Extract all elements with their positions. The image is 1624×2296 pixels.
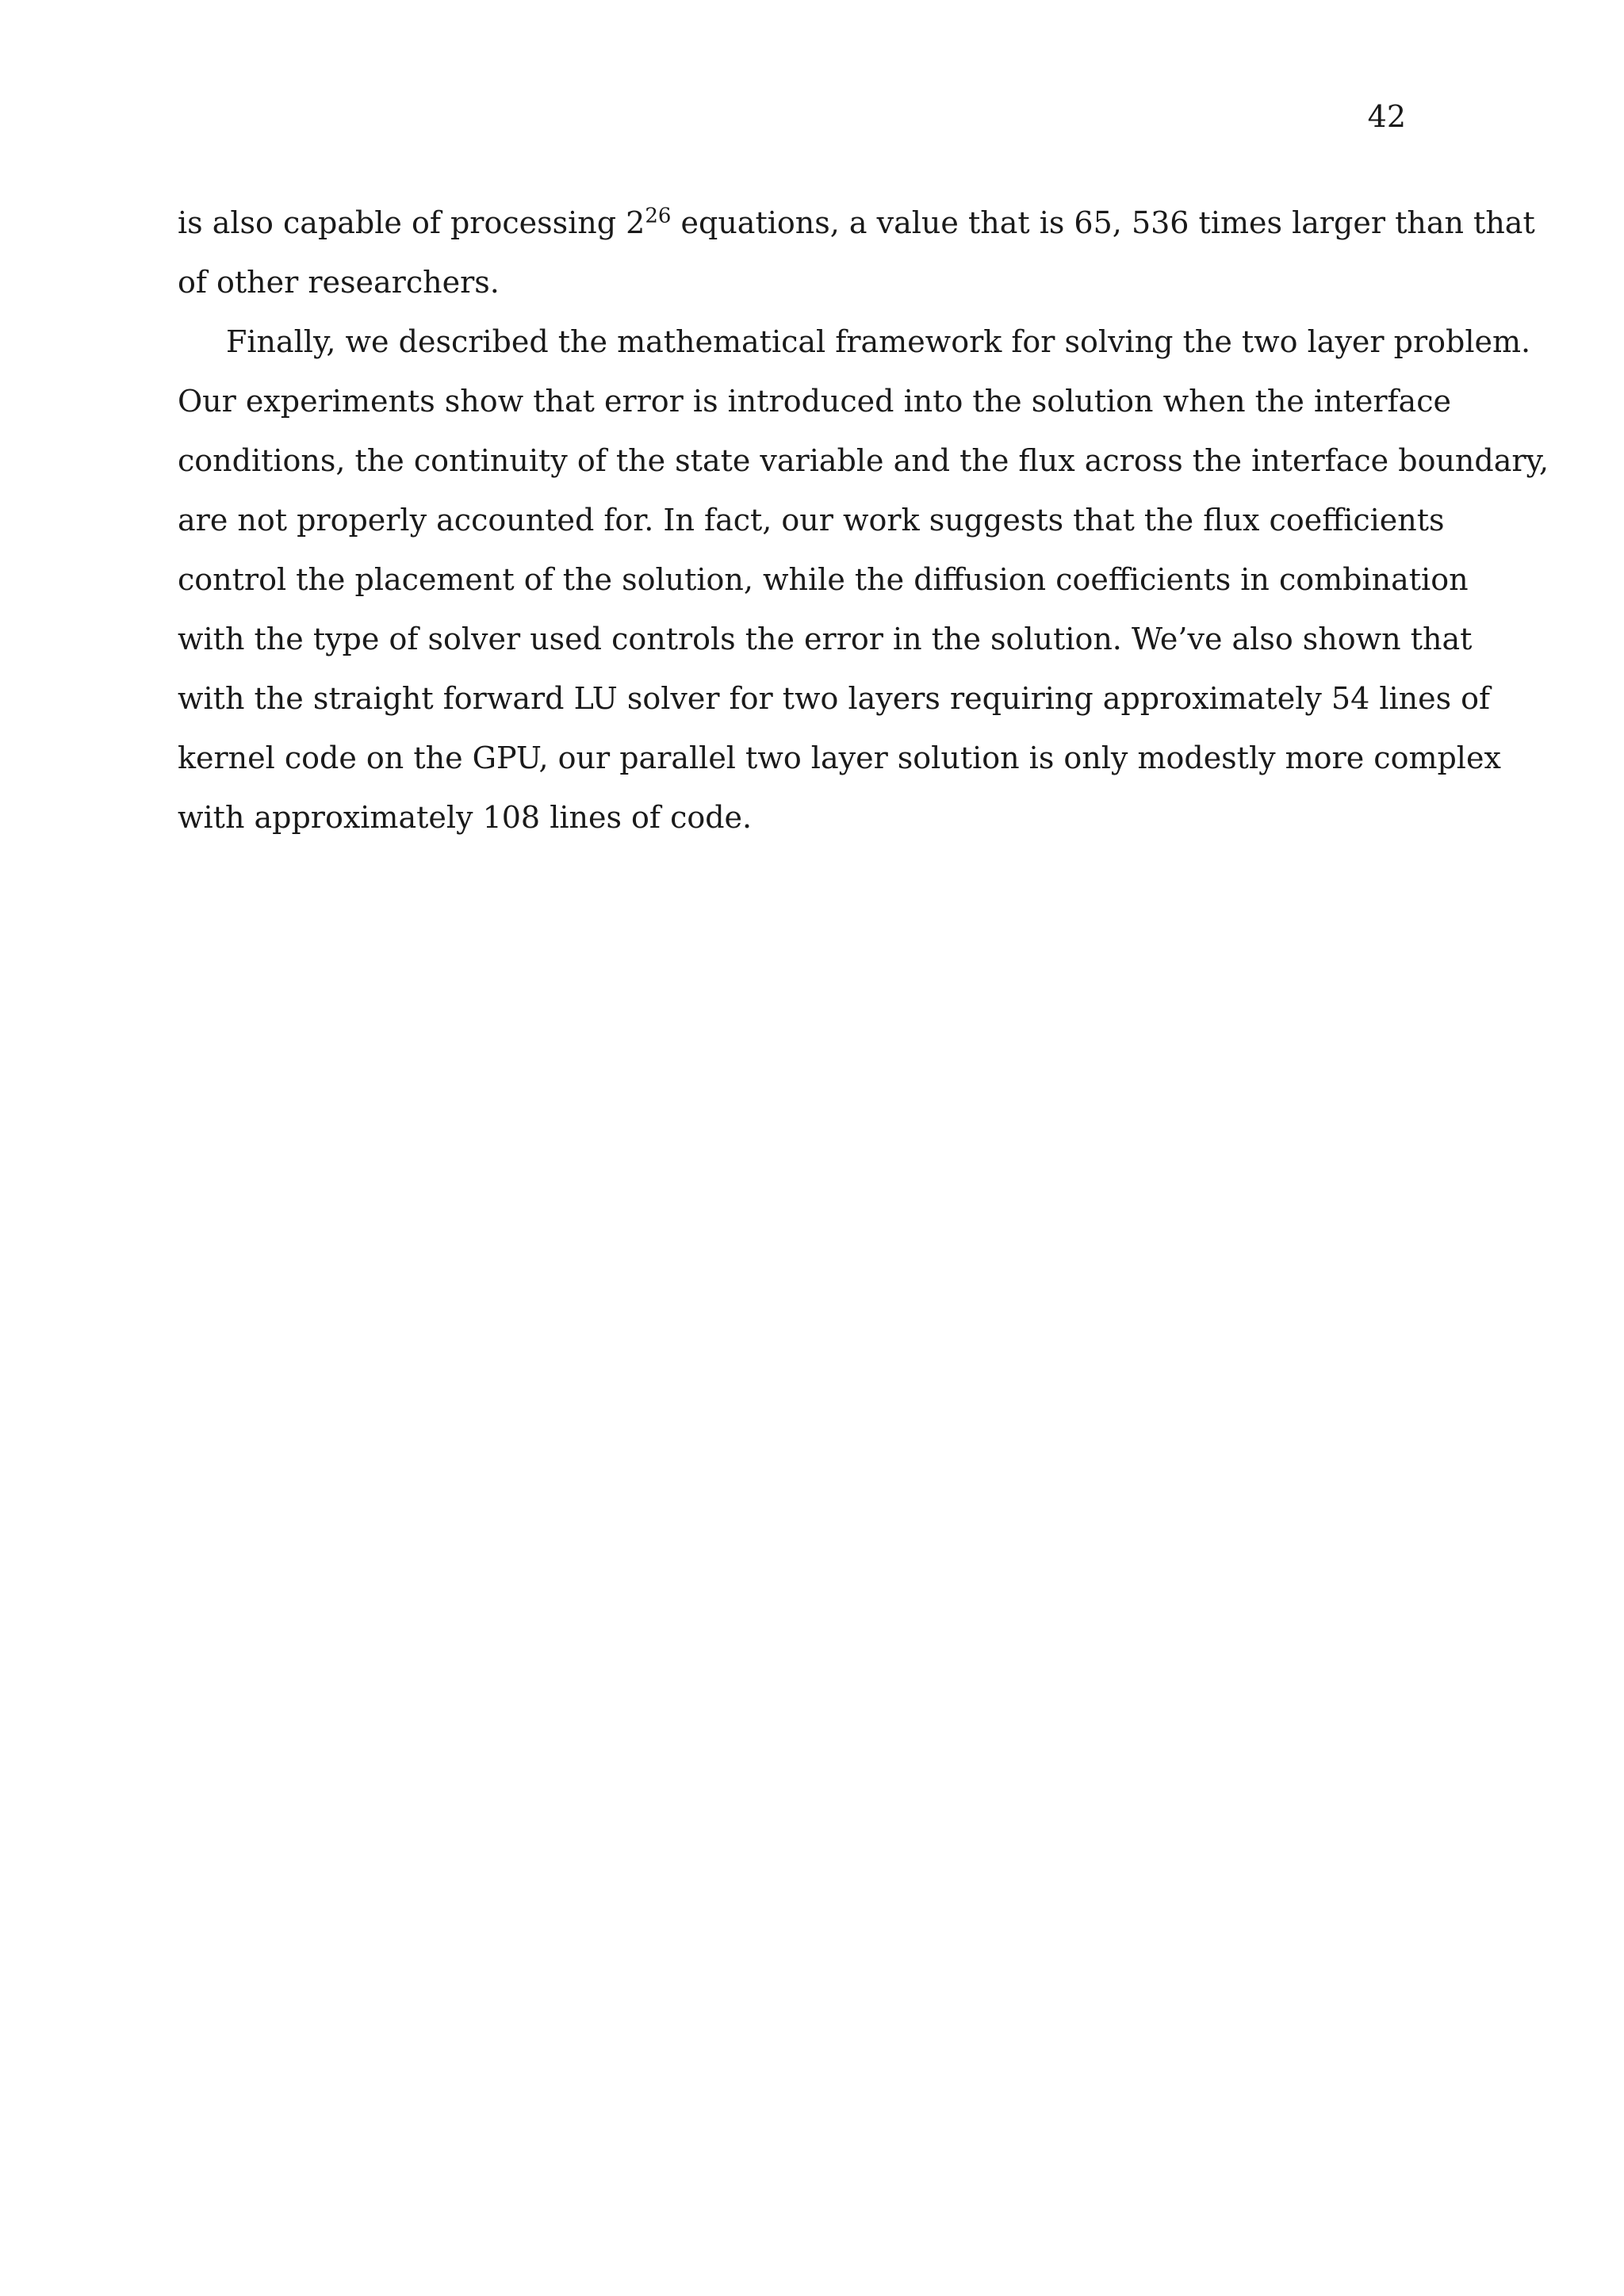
- text-line: of other researchers.: [178, 265, 500, 300]
- text-run: is also capable of processing 2: [178, 205, 645, 240]
- text-line: Our experiments show that error is introduced into the solution when the interface: [178, 384, 1451, 419]
- text-line: Finally, we described the mathematical framework for solving the two layer problem.: [226, 324, 1531, 359]
- text-line: conditions, the continuity of the state variable and the flux across the interface boundary,: [178, 443, 1549, 478]
- text-line: are not properly accounted for. In fact, our work suggests that the flux coefficients: [178, 503, 1445, 538]
- text-line: control the placement of the solution, while the diffusion coefficients in combination: [178, 562, 1469, 597]
- body-text: [178, 193, 1549, 848]
- superscript-exponent: 26: [645, 204, 672, 228]
- paragraph-1: [178, 193, 1535, 312]
- text-line: with the type of solver used controls the error in the solution. We’ve also shown that: [178, 622, 1473, 656]
- paragraph-2: [178, 312, 1549, 848]
- text-line: with the straight forward LU solver for two layers requiring approximately 54 lines of: [178, 681, 1491, 716]
- text-run: equations, a value that is 65, 536 times larger than that: [671, 205, 1535, 240]
- text-line: with approximately 108 lines of code.: [178, 800, 753, 835]
- page-number: 42: [1367, 99, 1406, 134]
- text-line: [178, 193, 1535, 253]
- text-line: kernel code on the GPU, our parallel two layer solution is only modestly more complex: [178, 740, 1501, 775]
